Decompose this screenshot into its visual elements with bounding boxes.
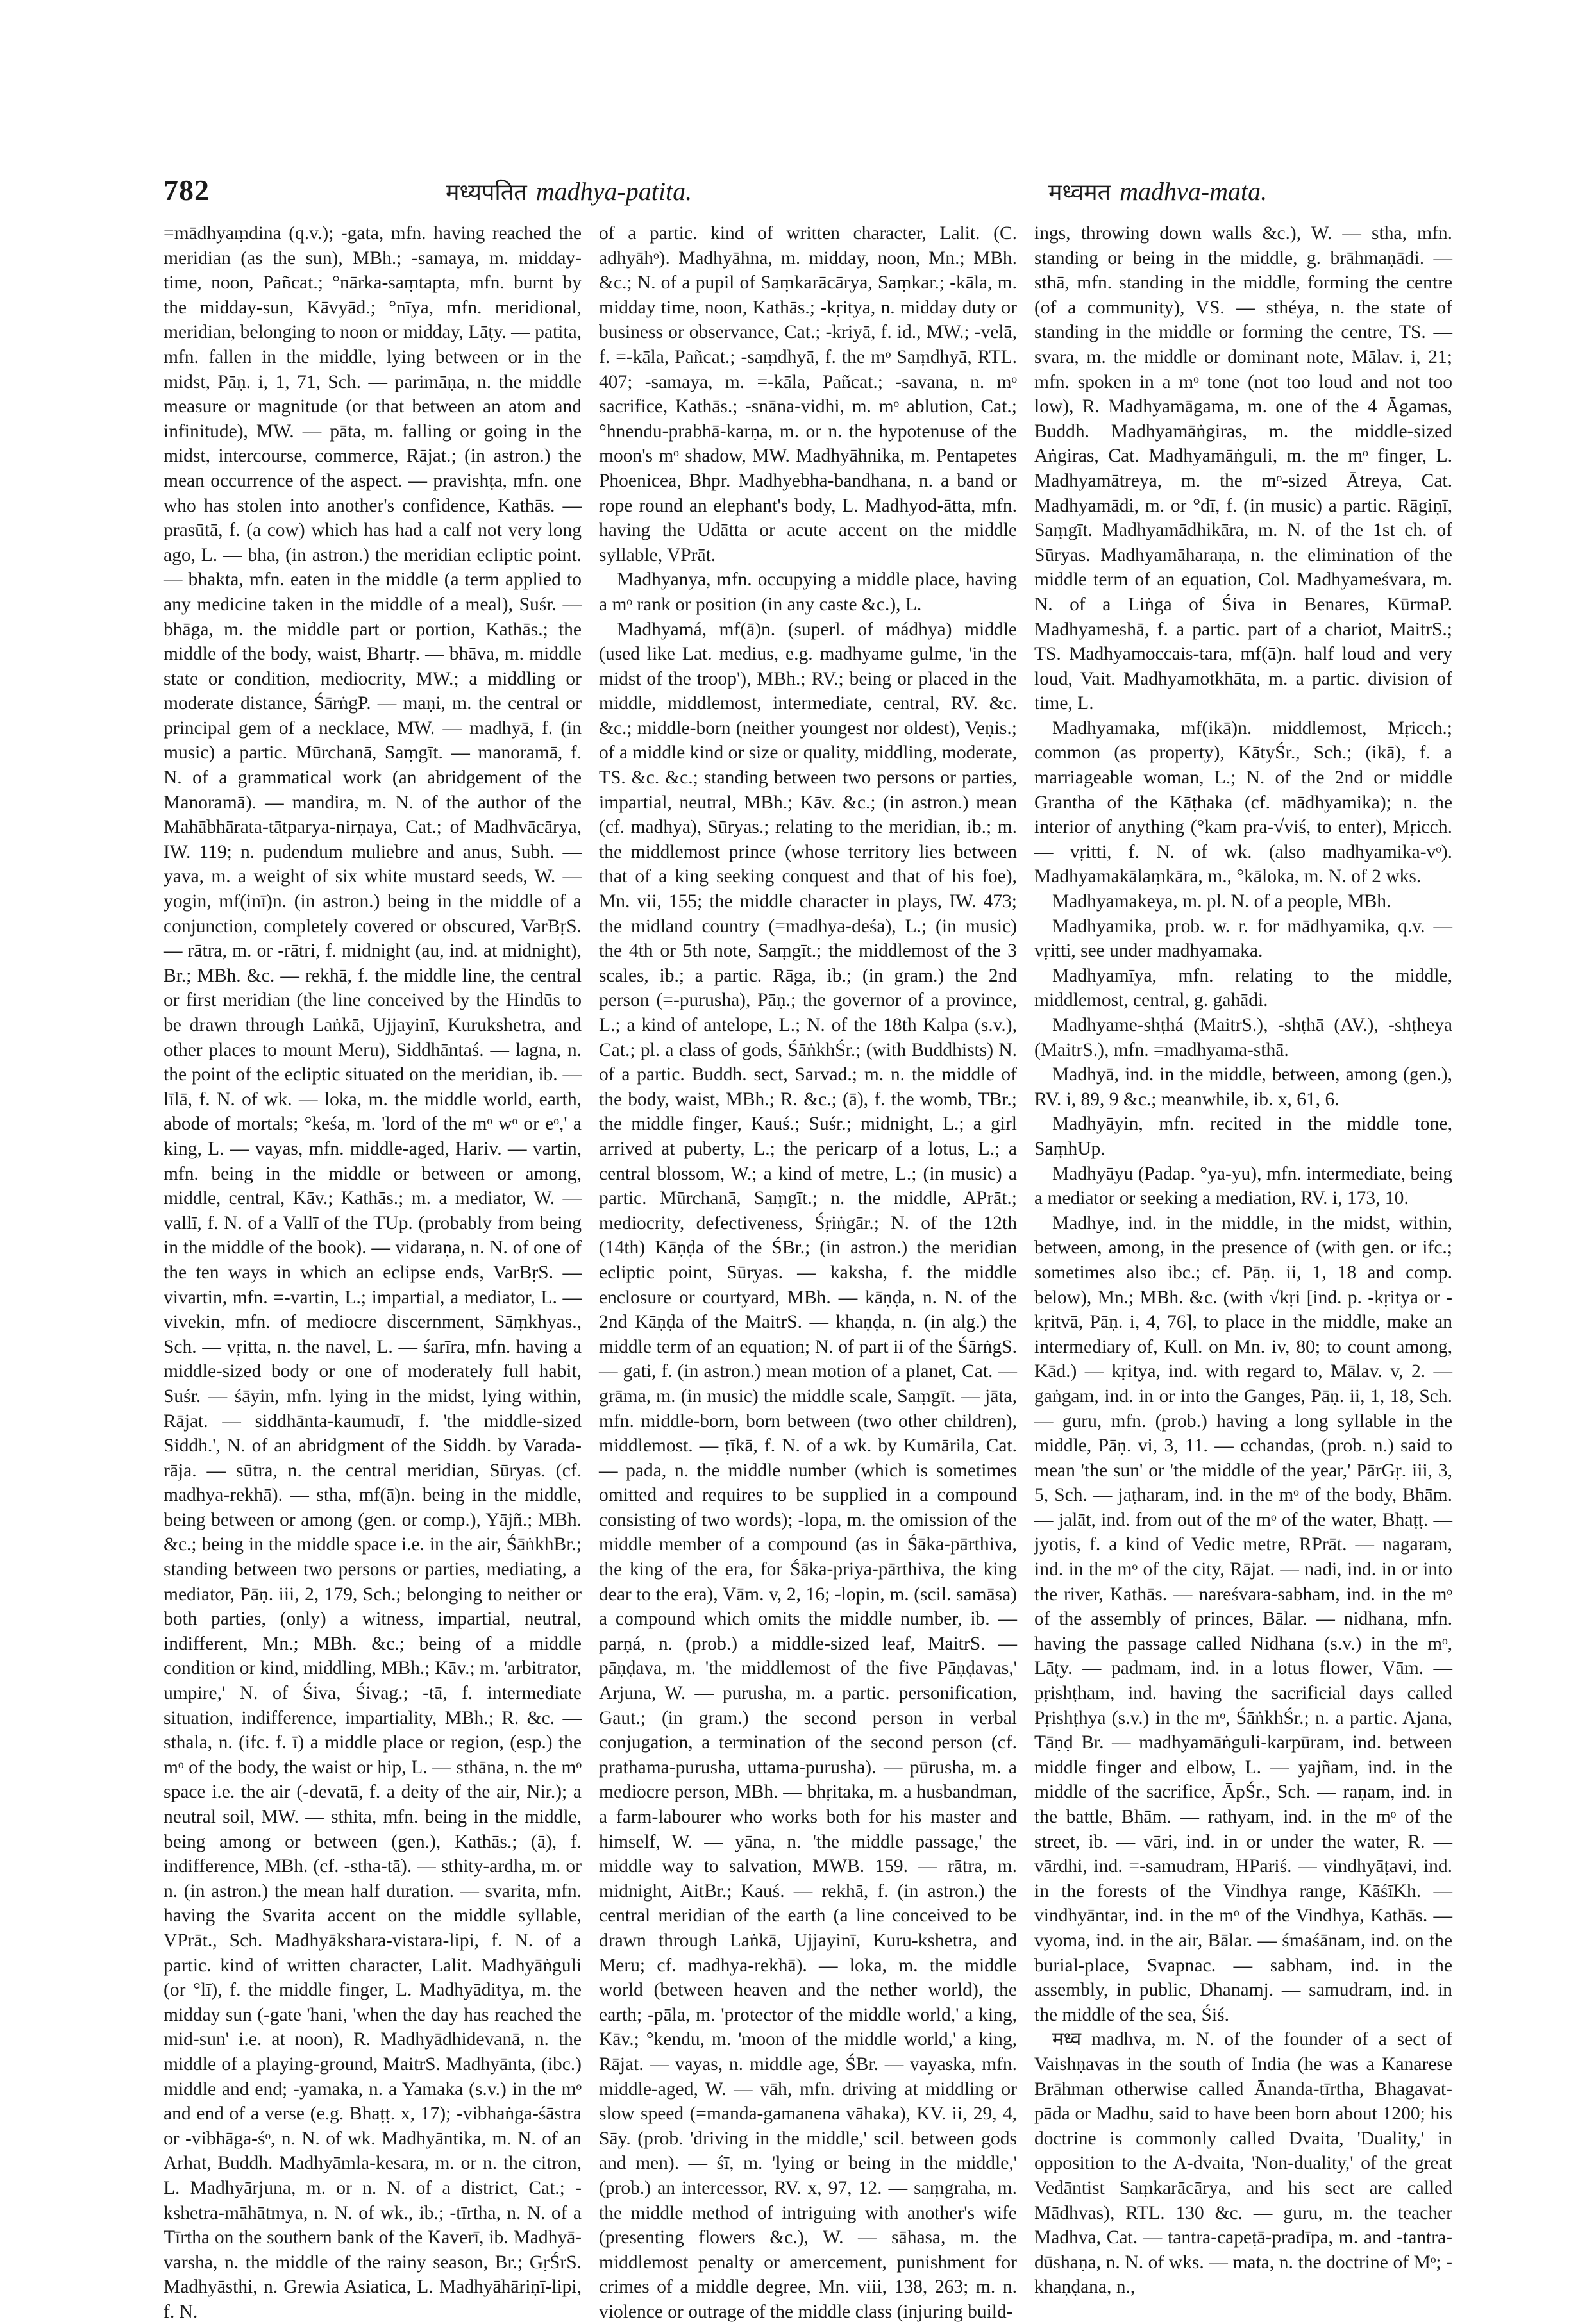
page-number: 782 (164, 173, 210, 207)
entry-madhyamika: Madhyamika, prob. w. r. for mādhyamika, q.v. — vṛitti, see under madhyamaka. (1034, 914, 1452, 964)
column-1-entry-text: =mādhyaṃdina (q.v.); -gata, mfn. having reached the meridian (as the sun), MBh.; -samaya, m. midday-time, noon, Pañcat.; °nārka-saṃtapta, mfn. burnt by the midday-sun, Kāvyād.; °nīya, mfn. meridional, meridian, belonging to noon or midday, Lāṭy. — patita, mfn. fallen in the middle, lying between or in the midst, Pāṇ. i, 1, 71, Sch. — parimāṇa, n. the middle measure or magnitude (or that between an atom and infinitude), MW. — pāta, m. falling or going in the midst, intercourse, commerce, Rājat.; (in astron.) the mean occurrence of the aspect. — pravishṭa, mfn. one who has stolen into another's confidence, Kathās. — prasūtā, f. (a cow) which has had a calf not very long ago, L. — bha, (in astron.) the meridian ecliptic point. — bhakta, mfn. eaten in the middle (a term applied to any medicine taken in the middle of a meal), Suśr. — bhāga, m. the middle part or portion, Kathās.; the middle of the body, waist, Bhartṛ. — bhāva, m. middle state or condition, mediocrity, MW.; a middling or moderate distance, ŚārṅgP. — maṇi, m. the central or principal gem of a necklace, MW. — madhyā, f. (in music) a partic. Mūrchanā, Saṃgīt. — manoramā, f. N. of a grammatical work (an abridgement of the Manoramā). — mandira, m. N. of the author of the Mahābhārata-tātparya-nirṇaya, Cat.; of Madhvācārya, IW. 119; n. pudendum muliebre and anus, Subh. — yava, m. a weight of six white mustard seeds, W. — yogin, mf(inī)n. (in astron.) being in the middle of a conjunction, completely covered or obscured, VarBṛS. — rātra, m. or -rātri, f. midnight (au, ind. at midnight), Br.; MBh. &c. — rekhā, f. the middle line, the central or first meridian (the line conceived by the Hindūs to be drawn through Laṅkā, Ujjayinī, Kurukshetra, and other places to mount Meru), Siddhāntaś. — lagna, n. the point of the ecliptic situated on the meridian, ib. — līlā, f. N. of wk. — loka, m. the middle world, earth, abode of mortals; °keśa, m. 'lord of the mᵒ wᵒ or eᵒ,' a king, L. — vayas, mfn. middle-aged, Hariv. — vartin, mfn. being in the middle or between or among, middle, central, Kāv.; Kathās.; m. a mediator, W. — vallī, f. N. of a Vallī of the TUp. (probably from being in the middle of the book). — vidaraṇa, n. N. of one of the ten ways in which an eclipse ends, VarBṛS. — vivartin, mfn. =-vartin, L.; impartial, a mediator, L. — vivekin, mfn. of mediocre discernment, Sāṃkhyas., Sch. — vṛitta, n. the navel, L. — śarīra, mfn. having a middle-sized body or one of moderately full habit, Suśr. — śāyin, mfn. lying in the midst, lying within, Rājat. — siddhānta-kaumudī, f. 'the middle-sized Siddh.', N. of an abridgment of the Siddh. by Varada-rāja. — sūtra, n. the central meridian, Sūryas. (cf. madhya-rekhā). — stha, mf(ā)n. being in the middle, being between or among (gen. or comp.), Yājñ.; MBh. &c.; being in the middle space i.e. in the air, ŚāṅkhBr.; standing between two persons or parties, mediating, a mediator, Pāṇ. iii, 2, 179, Sch.; belonging to neither or both parties, (only) a witness, impartial, neutral, indifferent, Mn.; MBh. &c.; being of a middle condition or kind, middling, MBh.; Kāv.; m. 'arbitrator, umpire,' N. of Śiva, Śivag.; -tā, f. intermediate situation, indifference, impartiality, MBh.; R. &c. — sthala, n. (ifc. f. ī) a middle place or region, (esp.) the mᵒ of the body, the waist or hip, L. — sthāna, n. the mᵒ space i.e. the air (-devatā, f. a deity of the air, Nir.); a neutral soil, MW. — sthita, mfn. being in the middle, being among or between (gen.), Kathās.; (ā), f. indifference, MBh. (cf. -stha-tā). — sthity-ardha, m. or n. (in astron.) the mean half duration. — svarita, mfn. having the Svarita accent on the middle syllable, VPrāt., Sch. Madhyākshara-vistara-lipi, f. N. of a partic. kind of written character, Lalit. Madhyāṅguli (or °lī), f. the middle finger, L. Madhyāditya, m. the midday sun (-gate 'hani, 'when the day has reached the mid-sun' i.e. at noon), R. Madhyādhidevanā, n. the middle of a playing-ground, MaitrS. Madhyānta, (ibc.) middle and end; -yamaka, n. a Yamaka (s.v.) in the mᵒ and end of a verse (e.g. Bhaṭṭ. x, 17); -vibhaṅga-śāstra or -vibhāga-śᵒ, n. N. of wk. Madhyāntika, m. N. of an Arhat, Buddh. Madhyāmla-kesara, m. or n. the citron, L. Madhyārjuna, m. or n. N. of a district, Cat.; -kshetra-māhātmya, n. N. of wk., ib.; -tīrtha, n. N. of a Tīrtha on the southern bank of the Kaverī, ib. Madhyā-varsha, n. the middle of the rainy season, Br.; GṛŚrS. Madhyāsthi, n. Grewia Asiatica, L. Madhyāhāriṇī-lipi, f. N. (164, 221, 582, 2324)
column-2-entry-text: of a partic. kind of written character, Lalit. (C. adhyāhᵒ). Madhyāhna, m. midday, noon, Mn.; MBh. &c.; N. of a pupil of Saṃkarācārya, Saṃkar.; -kāla, m. midday time, noon, Kathās.; -kṛitya, n. midday duty or business or observance, Cat.; -kriyā, f. id., MW.; -velā, f. =-kāla, Pañcat.; -saṃdhyā, f. the mᵒ Saṃdhyā, RTL. 407; -samaya, m. =-kāla, Pañcat.; -savana, n. mᵒ sacrifice, Kathās.; -snāna-vidhi, m. mᵒ ablution, Cat.; °hnendu-prabhā-karṇa, m. or n. the hypotenuse of the moon's mᵒ shadow, MW. Madhyāhnika, m. Pentapetes Phoenicea, Bhpr. Madhyebha-bandhana, n. a band or rope round an elephant's body, L. Madhyod-ātta, mfn. having the Udātta or acute accent on the middle syllable, VPrāt. (599, 221, 1017, 567)
entry-madhyamakeya: Madhyamakeya, m. pl. N. of a people, MBh. (1034, 889, 1452, 914)
page-header (164, 173, 1452, 218)
entry-madhyame-shtha: Madhyame-shṭhá (MaitrS.), -shṭhā (AV.), -shṭheya (MaitrS.), mfn. =madhyama-sthā. (1034, 1013, 1452, 1062)
entry-madhyanya: Madhyanya, mfn. occupying a middle place, having a mᵒ rank or position (in any caste &c.), L. (599, 567, 1017, 617)
running-head-right-devanagari: मध्वमत (1048, 180, 1111, 206)
column-2 (599, 221, 1017, 2183)
entry-madhva: मध्व madhva, m. N. of the founder of a sect of Vaishṇavas in the south of India (he was a Kanarese Brāhman otherwise called Ānanda-tīrtha, Bhagavat-pāda or Madhu, said to have been born about 1200; his doctrine is commonly called Dvaita, 'Duality,' in opposition to the A-dvaita, 'Non-duality,' of the great Vedāntist Saṃkarācārya, and his sect are called Mādhvas), RTL. 130 &c. — guru, m. the teacher Madhva, Cat. — tantra-capeṭā-pradīpa, m. and -tantra-dūshaṇa, n. N. of wks. — mata, n. the doctrine of Mᵒ; -khaṇḍana, n., (1034, 2027, 1452, 2300)
running-head-left-devanagari: मध्यपतित (446, 180, 527, 206)
entry-madhyamiya: Madhyamīya, mfn. relating to the middle, middlemost, central, g. gahādi. (1034, 964, 1452, 1013)
entry-madhyamaka: Madhyamaka, mf(ikā)n. middlemost, Mṛicch.; common (as property), KātyŚr., Sch.; (ikā), f. a marriageable woman, L.; N. of the 2nd or middle Grantha of the Kāṭhaka (cf. mādhyamika); n. the interior of anything (°kam pra-√viś, to enter), Mṛicch. — vṛitti, f. N. of wk. (also madhyamika-vᵒ). Madhyamakālaṃkāra, m., °kāloka, m. N. of 2 wks. (1034, 716, 1452, 889)
running-head-left-transliteration: madhya-patita. (536, 177, 692, 206)
column-1 (164, 221, 582, 2183)
entry-madhyayu: Madhyāyu (Padap. °ya-yu), mfn. intermediate, being a mediator or seeking a mediation, RV. i, 173, 10. (1034, 1162, 1452, 1211)
column-3 (1034, 221, 1452, 2183)
running-head-right-transliteration: madhva-mata. (1120, 177, 1267, 206)
running-head-left (446, 176, 692, 207)
entry-madhye: Madhye, ind. in the middle, in the midst, within, between, among, in the presence of (with gen. or ifc.; sometimes also ibc.; cf. Pāṇ. ii, 1, 18 and comp. below), Mn.; MBh. &c. (with √kṛi [ind. p. -kṛitya or -kṛitvā, Pāṇ. i, 4, 76], to place in the middle, make an intermediary of, Kull. on Mn. iv, 80; to count among, Kād.) — kṛitya, ind. with regard to, Mālav. v, 2. — gaṅgam, ind. in or into the Ganges, Pāṇ. ii, 1, 18, Sch. — guru, mfn. (prob.) having a long syllable in the middle, Pāṇ. vi, 3, 11. — cchandas, (prob. n.) said to mean 'the sun' or 'the middle of the year,' PārGṛ. iii, 3, 5, Sch. — jaṭharam, ind. in the mᵒ of the body, Bhām. — jalāt, ind. from out of the mᵒ of the water, Bhaṭṭ. — jyotis, f. a kind of Vedic metre, RPrāt. — nagaram, ind. in the mᵒ of the city, Rājat. — nadi, ind. in or into the river, Kathās. — nareśvara-sabham, ind. in the mᵒ of the assembly of princes, Bālar. — nidhana, mfn. having the passage called Nidhana (s.v.) in the mᵒ, Lāṭy. — padmam, ind. in a lotus flower, Vām. — pṛishṭham, ind. having the sacrificial days called Pṛishṭhya (s.v.) in the mᵒ, ŚāṅkhŚr.; n. a partic. Ajana, Tāṇḍ Br. — madhyamāṅguli-karpūram, ind. between middle finger and elbow, L. — yajñam, ind. in the middle of the sacrifice, ĀpŚr., Sch. — raṇam, ind. in the battle, Bhām. — rathyam, ind. in the mᵒ of the street, ib. — vāri, ind. in or under the water, R. — vārdhi, ind. =-samudram, HPariś. — vindhyāṭavi, ind. in the forests of the Vindhya range, KāśīKh. — vindhyāntar, ind. in the mᵒ of the Vindhya, Kathās. — vyoma, ind. in the air, Bālar. — śmaśānam, ind. on the burial-place, Svapnac. — sabham, ind. in the assembly, in public, Dhanamj. — samudram, ind. in the middle of the sea, Śiś. (1034, 1211, 1452, 2028)
running-head-right (1048, 176, 1267, 207)
entry-madhyayin: Madhyāyin, mfn. recited in the middle tone, SaṃhUp. (1034, 1112, 1452, 1161)
entry-madhya-ind: Madhyā, ind. in the middle, between, among (gen.), RV. i, 89, 9 &c.; meanwhile, ib. x, 61, 6. (1034, 1062, 1452, 1112)
entry-madhyama: Madhyamá, mf(ā)n. (superl. of mádhya) middle (used like Lat. medius, e.g. madhyame gulme, 'in the midst of the troop'), MBh.; RV.; being or placed in the middle, middlemost, intermediate, central, RV. &c. &c.; middle-born (neither youngest nor oldest), Veṇis.; of a middle kind or size or quality, middling, moderate, TS. &c. &c.; standing between two persons or parties, impartial, neutral, MBh.; Kāv. &c.; (in astron.) mean (cf. madhya), Sūryas.; relating to the meridian, ib.; m. the middlemost prince (whose territory lies between that of a king seeking conquest and that of his foe), Mn. vii, 155; the middle character in plays, IW. 473; the midland country (=madhya-deśa), L.; (in music) the 4th or 5th note, Saṃgīt.; the middlemost of the 3 scales, ib.; a partic. Rāga, ib.; (in gram.) the 2nd person (=-purusha), Pāṇ.; the governor of a province, L.; a kind of antelope, L.; N. of the 18th Kalpa (s.v.), Cat.; pl. a class of gods, ŚāṅkhŚr.; (with Buddhists) N. of a partic. Buddh. sect, Sarvad.; m. n. the middle of the body, waist, MBh.; R. &c.; (ā), f. the womb, TBr.; the middle finger, Kauś.; Suśr.; midnight, L.; a girl arrived at puberty, L.; the pericarp of a lotus, L.; a central blossom, W.; a kind of metre, L.; (in music) a partic. Mūrchanā, Saṃgīt.; n. the middle, APrāt.; mediocrity, defectiveness, Śṛiṅgār.; N. of the 12th (14th) Kāṇḍa of the ŚBr.; (in astron.) the meridian ecliptic point, Sūryas. — kaksha, f. the middle enclosure or courtyard, MBh. — kāṇḍa, n. N. of the 2nd Kāṇḍa of the MaitrS. — khaṇḍa, n. (in alg.) the middle term of an equation; N. of part ii of the ŚārṅgS. — gati, f. (in astron.) mean motion of a planet, Cat. — grāma, m. (in music) the middle scale, Saṃgīt. — jāta, mfn. middle-born, born between (two other children), middlemost. — ṭīkā, f. N. of a wk. by Kumārila, Cat. — pada, n. the middle number (which is sometimes omitted and requires to be supplied in a compound consisting of two words); -lopa, m. the omission of the middle member of a compound (as in Śāka-pārthiva, the king of the era, for Śāka-priya-pārthiva, the king dear to the era), Vām. v, 2, 16; -lopin, m. (scil. samāsa) a compound which omits the middle number, ib. — parṇá, n. (prob.) a middle-sized leaf, MaitrS. — pāṇḍava, m. 'the middlemost of the five Pāṇḍavas,' Arjuna, W. — purusha, m. a partic. personification, Gaut.; (in gram.) the second person in verbal conjugation, a termination of the second person (cf. prathama-purusha, uttama-purusha). — pūrusha, m. a mediocre person, MBh. — bhṛitaka, m. a husbandman, a farm-labourer who works both for his master and himself, W. — yāna, n. 'the middle passage,' the middle way to salvation, MWB. 159. — rātra, m. midnight, AitBr.; Kauś. — rekhā, f. (in astron.) the central meridian of the earth (a line conceived to be drawn through Laṅkā, Ujjayinī, Kuru-kshetra, and Meru; cf. madhya-rekhā). — loka, m. the middle world (between heaven and the nether world), the earth; -pāla, m. 'protector of the middle world,' a king, Kāv.; °kendu, m. 'moon of the middle world,' a king, Rājat. — vayas, n. middle age, ŚBr. — vayaska, mfn. middle-aged, W. — vāh, mfn. driving at middling or slow speed (=manda-gamanena vāhaka), KV. ii, 29, 4, Sāy. (prob. 'driving in the middle,' scil. between gods and men). — śī, m. 'lying or being in the middle,' (prob.) an intercessor, RV. x, 97, 12. — saṃgraha, m. the middle method of intriguing with another's wife (presenting flowers &c.), W. — sāhasa, m. the middlemost penalty or amercement, punishment for crimes of a middle degree, Mn. viii, 138, 263; m. n. violence or outrage of the middle class (injuring build- (599, 617, 1017, 2324)
column-3-entry-text: ings, throwing down walls &c.), W. — stha, mfn. standing or being in the middle, g. brāhmaṇādi. — sthā, mfn. standing in the middle, forming the centre (of a community), VS. — sthéya, n. the state of standing in the middle or forming the centre, TS. — svara, m. the middle or dominant note, Mālav. i, 21; mfn. spoken in a mᵒ tone (not too loud and not too low), R. Madhyamāgama, m. one of the 4 Āgamas, Buddh. Madhyamāṅgiras, m. the middle-sized Aṅgiras, Cat. Madhyamāṅguli, m. the mᵒ finger, L. Madhyamātreya, m. the mᵒ-sized Ātreya, Cat. Madhyamādi, m. or °dī, f. (in music) a partic. Rāgiṇī, Saṃgīt. Madhyamādhikāra, m. N. of the 1st ch. of Sūryas. Madhyamāharaṇa, n. the elimination of the middle term of an equation, Col. Madhyameśvara, m. N. of a Liṅga of Śiva in Benares, KūrmaP. Madhyameshā, f. a partic. part of a chariot, MaitrS.; TS. Madhyamoccais-tara, mf(ā)n. half loud and very loud, Vait. Madhyamotkhāta, m. a partic. division of time, L. (1034, 221, 1452, 716)
text-columns (164, 221, 1452, 2183)
